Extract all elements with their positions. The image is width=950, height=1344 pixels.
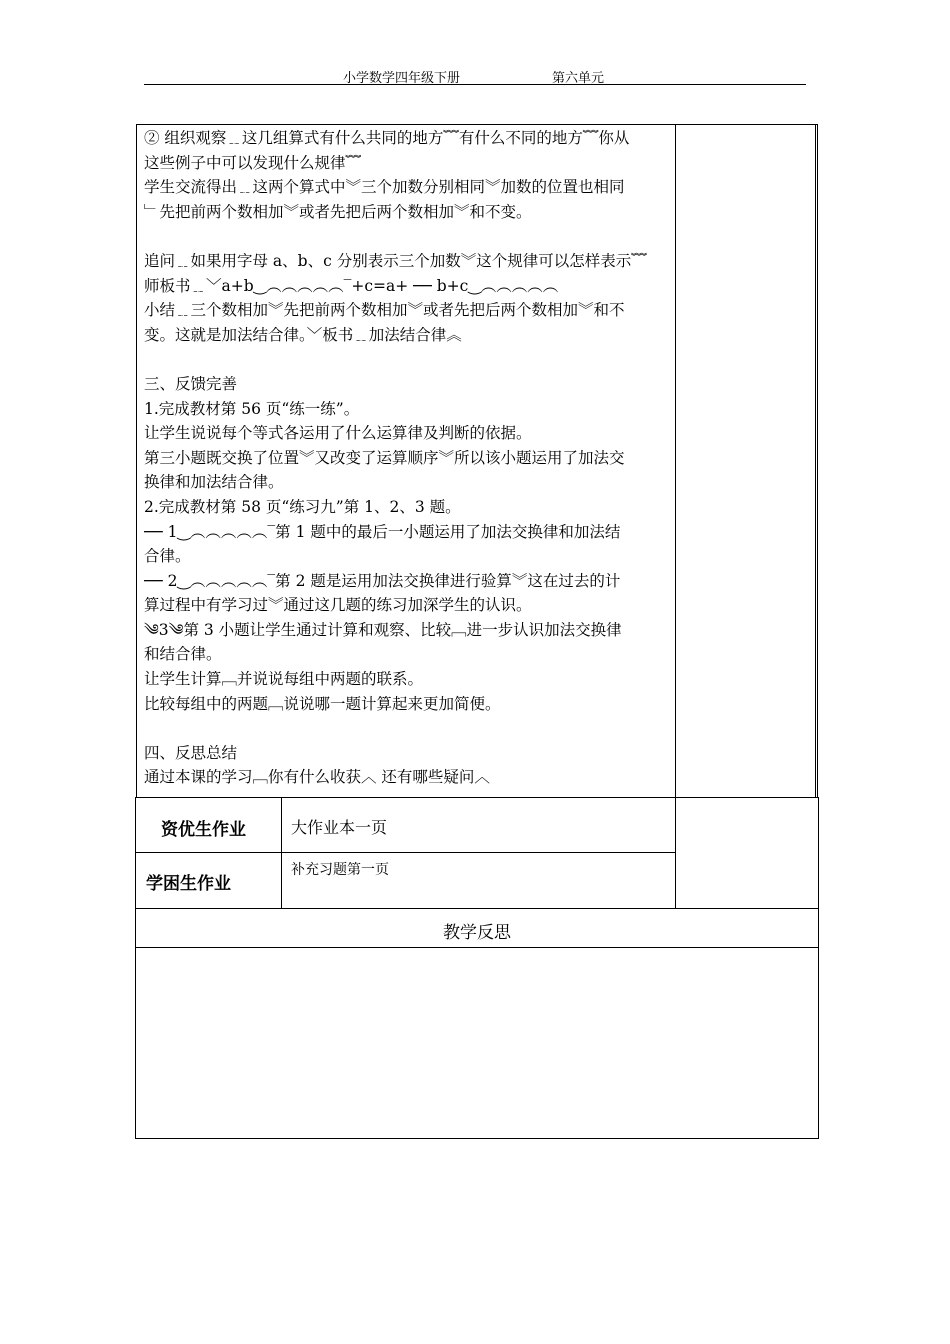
lesson-edge-line bbox=[815, 124, 816, 798]
lesson-line: 让学生计算﹇并说说每组中两题的联系。 bbox=[144, 670, 424, 689]
lesson-line: 变。这就是加法结合律。﹀板书﹎加法结合律︽ bbox=[144, 325, 462, 344]
lesson-line: 比较每组中的两题﹇说说哪一题计算起来更加简便。 bbox=[144, 694, 501, 713]
page-header bbox=[144, 64, 806, 85]
blank-line bbox=[144, 716, 670, 741]
gifted-homework-label: 资优生作业 bbox=[161, 820, 246, 840]
lesson-right-column-divider bbox=[675, 124, 676, 798]
lesson-text bbox=[144, 126, 670, 790]
lesson-line: 让学生说说每个等式各运用了什么运算律及判断的依据。 bbox=[144, 424, 532, 443]
lesson-line: 小结﹎三个数相加︾先把前两个数相加︾或者先把后两个数相加︾和不 bbox=[144, 301, 625, 320]
reflection-title: 教学反思 bbox=[443, 923, 511, 943]
lesson-line: 学生交流得出﹎这两个算式中︾三个加数分别相同︾加数的位置也相同 bbox=[144, 178, 625, 197]
reflection-title-divider bbox=[135, 947, 819, 948]
lesson-line: 和结合律。 bbox=[144, 645, 222, 664]
lesson-line: ── 1‿︵︵︵︵︵‾第 1 题中的最后一小题运用了加法交换律和加法结 bbox=[144, 522, 621, 541]
lesson-line: ② 组织观察﹎这几组算式有什么共同的地方﹌有什么不同的地方﹌你从 bbox=[144, 129, 630, 147]
lesson-line: 算过程中有学习过︾通过这几题的练习加深学生的认识。 bbox=[144, 596, 532, 615]
gifted-homework-value: 大作业本一页 bbox=[291, 818, 388, 837]
lesson-line: 第三小题既交换了位置︾又改变了运算顺序︾所以该小题运用了加法交 bbox=[144, 448, 625, 467]
lesson-line: 这些例子中可以发现什么规律﹌ bbox=[144, 153, 362, 172]
struggling-homework-value: 补充习题第一页 bbox=[291, 862, 389, 878]
lesson-line: ༄3༄第 3 小题让学生通过计算和观察、比较﹇进一步认识加法交换律 bbox=[144, 620, 622, 639]
lesson-line: 2.完成教材第 58 页“练习九”第 1、2、3 题。 bbox=[144, 497, 461, 516]
lesson-line: 合律。 bbox=[144, 547, 191, 566]
struggling-homework-label: 学困生作业 bbox=[146, 874, 231, 894]
header-unit: 第六单元 bbox=[552, 71, 605, 86]
homework-right-divider bbox=[675, 797, 676, 909]
lesson-line: ── 2‿︵︵︵︵︵‾第 2 题是运用加法交换律进行验算︾这在过去的计 bbox=[144, 571, 621, 590]
lesson-line: 1.完成教材第 56 页“练一练”。 bbox=[144, 399, 360, 418]
lesson-line: 通过本课的学习﹇你有什么收获︿ 还有哪些疑问︿ bbox=[144, 768, 490, 787]
lesson-line: 三、反馈完善 bbox=[144, 374, 238, 393]
lesson-line: 师板书﹎﹀a+b‿︵︵︵︵︵‾+c=a+ ── b+c‿︵︵︵︵︵ bbox=[144, 276, 559, 295]
blank-line bbox=[144, 347, 670, 372]
homework-label-divider bbox=[281, 797, 282, 909]
reflection-body[interactable] bbox=[146, 958, 806, 1128]
lesson-line: 追问﹎如果用字母 a、b、c 分别表示三个加数︾这个规律可以怎样表示﹌ bbox=[144, 251, 647, 270]
blank-line bbox=[144, 224, 670, 249]
lesson-line: ﹂先把前两个数相加︾或者先把后两个数相加︾和不变。 bbox=[144, 202, 532, 221]
header-course: 小学数学四年级下册 bbox=[343, 71, 461, 86]
homework-table bbox=[135, 797, 819, 909]
lesson-line: 四、反思总结 bbox=[144, 743, 238, 762]
homework-row-divider bbox=[135, 852, 676, 853]
lesson-line: 换律和加法结合律。 bbox=[144, 473, 284, 492]
